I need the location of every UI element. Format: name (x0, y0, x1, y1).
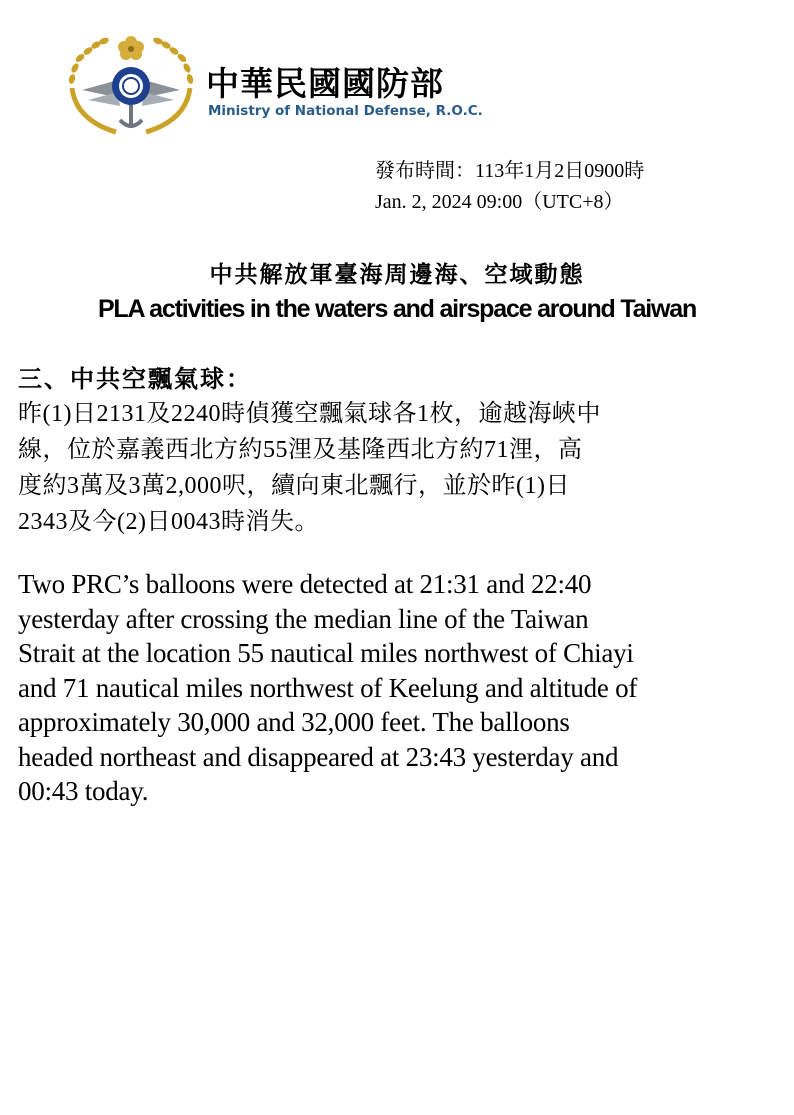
paragraph-line: 昨(1)日2131及2240時偵獲空飄氣球各1枚，逾越海峽中 (18, 401, 601, 427)
ministry-emblem-icon (58, 28, 204, 138)
document-title (0, 258, 794, 326)
paragraph-line: approximately 30,000 and 32,000 feet. The balloons (18, 707, 570, 737)
paragraph-line: 線，位於嘉義西北方約55浬及基隆西北方約71浬，高 (18, 437, 583, 463)
paragraph-line: 00:43 today. (18, 776, 149, 806)
paragraph-line: yesterday after crossing the median line of the Taiwan (18, 603, 589, 634)
paragraph-line: headed northeast and disappeared at 23:43 yesterday and (18, 741, 619, 772)
title-chinese: 中共解放軍臺海周邊海、空域動態 (209, 262, 585, 288)
title-english: PLA activities in the waters and airspace around Taiwan (97, 295, 697, 323)
paragraph-line: and 71 nautical miles northwest of Keelung and altitude of (18, 672, 638, 703)
paragraph-line: Two PRC’s balloons were detected at 21:31 and 22:40 (18, 569, 592, 599)
chinese-paragraph (18, 396, 783, 540)
release-time-block (375, 156, 644, 218)
release-time-english: Jan. 2, 2024 09:00（UTC+8） (375, 191, 624, 213)
section-heading: 三、中共空飄氣球： (18, 365, 252, 393)
paragraph-line: Strait at the location 55 nautical miles northwest of Chiayi (18, 638, 634, 668)
organization-name-chinese: 中華民國國防部 (206, 64, 444, 103)
organization-name-english: Ministry of National Defense, R.O.C. (208, 103, 483, 119)
release-time-chinese: 發布時間：113年1月2日0900時 (375, 160, 645, 182)
paragraph-line: 2343及今(2)日0043時消失。 (18, 509, 319, 535)
letterhead (58, 28, 538, 140)
paragraph-line: 度約3萬及3萬2,000呎，續向東北飄行，並於昨(1)日 (18, 473, 570, 499)
english-paragraph (18, 567, 788, 809)
